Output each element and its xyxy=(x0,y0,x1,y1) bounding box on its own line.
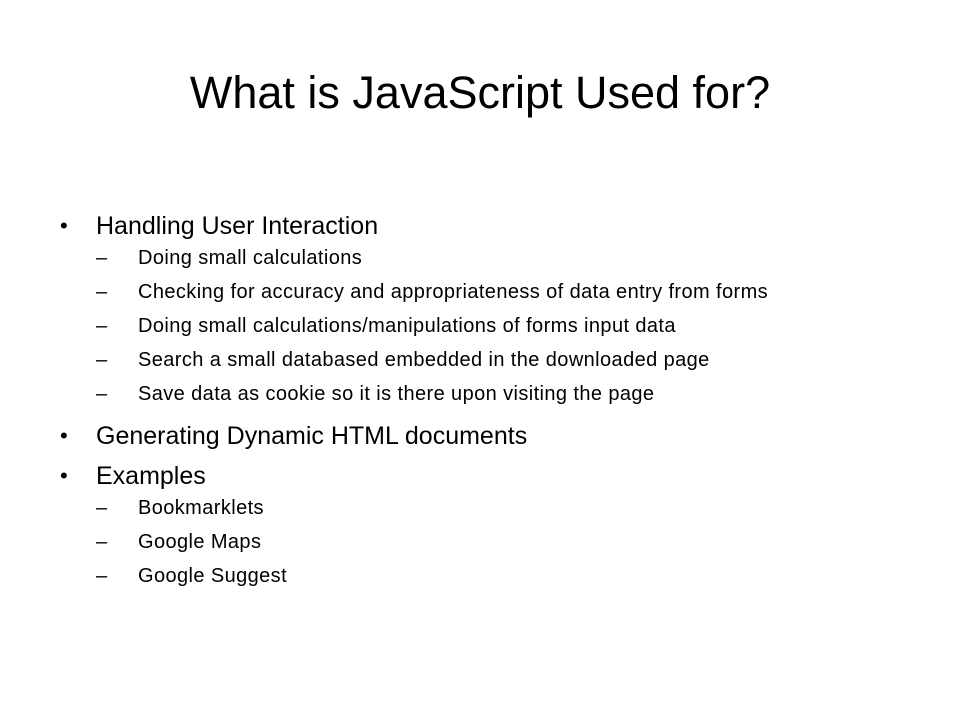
dash-icon: – xyxy=(96,383,108,405)
bullet-item-user-interaction xyxy=(60,207,860,406)
sub-list xyxy=(96,497,860,588)
dash-icon: – xyxy=(96,565,108,587)
dash-icon: – xyxy=(96,281,108,303)
sub-item-text: Save data as cookie so it is there upon visiting the page xyxy=(138,383,655,405)
sub-item xyxy=(96,565,858,588)
bullet-item-examples xyxy=(60,457,860,588)
sub-item xyxy=(96,383,858,406)
sub-item-text: Search a small databased embedded in the downloaded page xyxy=(138,349,710,371)
sub-item-text: Google Maps xyxy=(138,531,262,553)
dash-icon: – xyxy=(96,247,108,269)
sub-item-text: Doing small calculations/manipulations of forms input data xyxy=(138,315,676,337)
bullet-icon: • xyxy=(60,463,68,488)
sub-item xyxy=(96,247,858,270)
sub-item-text: Google Suggest xyxy=(138,565,288,587)
sub-item-text: Bookmarklets xyxy=(138,497,264,519)
bullet-icon: • xyxy=(60,213,68,238)
bullet-item-dynamic-html xyxy=(60,417,860,455)
bullet-icon: • xyxy=(60,423,68,448)
bullet-list xyxy=(60,207,860,599)
bullet-text: Handling User Interaction xyxy=(96,212,379,240)
dash-icon: – xyxy=(96,315,108,337)
bullet-text: Generating Dynamic HTML documents xyxy=(96,422,528,450)
sub-item xyxy=(96,349,858,372)
dash-icon: – xyxy=(96,531,108,553)
sub-list xyxy=(96,247,860,406)
sub-item-text: Checking for accuracy and appropriateness of data entry from forms xyxy=(138,281,769,303)
bullet-text: Examples xyxy=(96,462,206,490)
dash-icon: – xyxy=(96,349,108,371)
dash-icon: – xyxy=(96,497,108,519)
slide-title: What is JavaScript Used for? xyxy=(189,67,771,118)
sub-item xyxy=(96,315,858,338)
sub-item-text: Doing small calculations xyxy=(138,247,363,269)
sub-item xyxy=(96,497,858,520)
sub-item xyxy=(96,281,858,304)
sub-item xyxy=(96,531,858,554)
